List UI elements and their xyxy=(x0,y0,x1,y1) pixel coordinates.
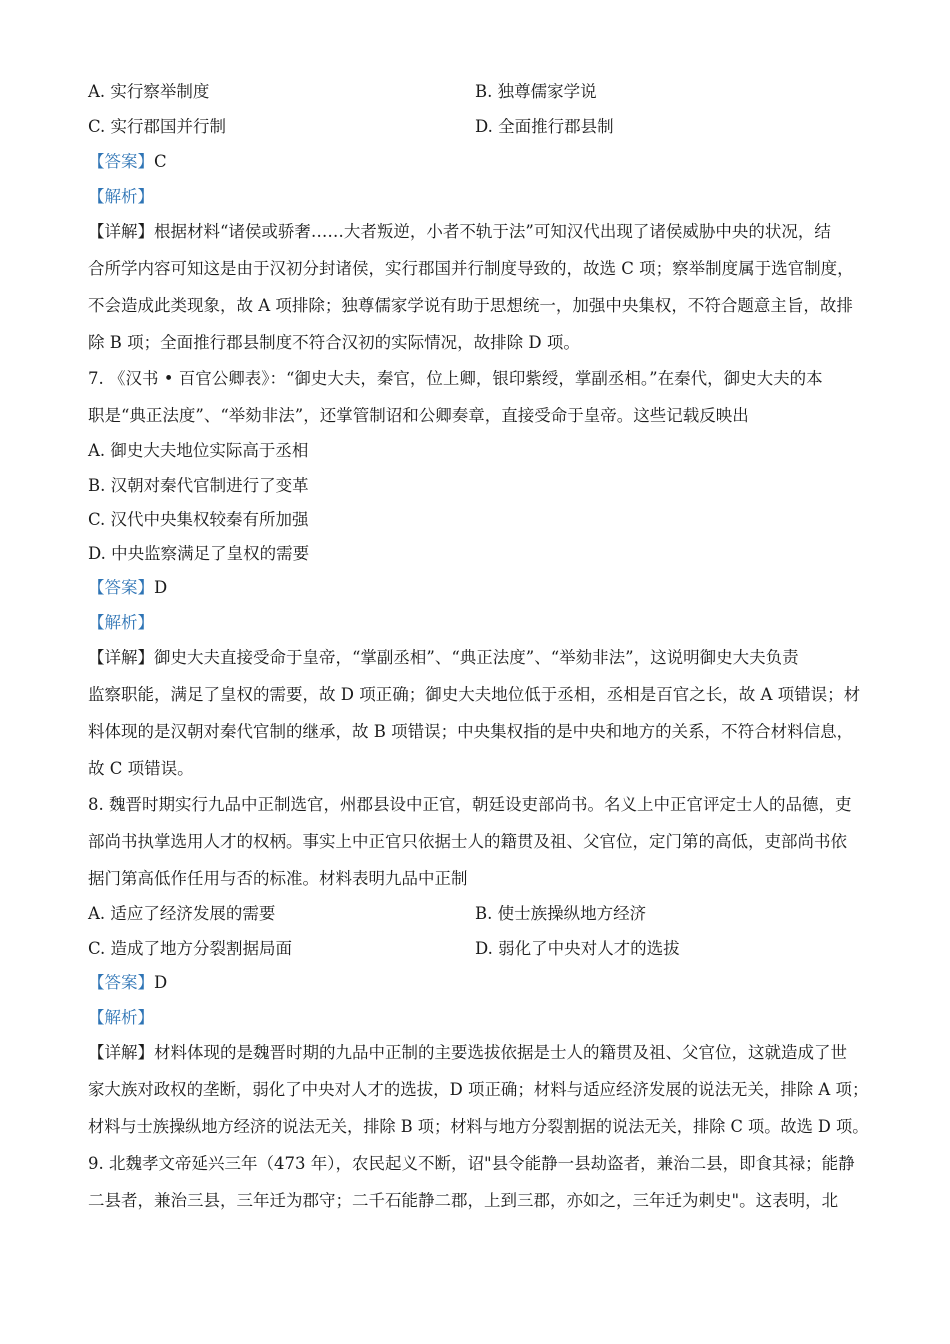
q6-option-d: D. 全面推行郡县制 xyxy=(475,117,614,136)
q6-option-b: B. 独尊儒家学说 xyxy=(475,82,597,101)
detail-text: 材料体现的是魏晋时期的九品中正制的主要选拔依据是士人的籍贯及祖、父官位，这就造成了世 xyxy=(154,1043,847,1062)
q6-detail-line-4: 除 B 项；全面推行郡县制度不符合汉初的实际情况，故排除 D 项。 xyxy=(88,333,580,352)
q6-detail-line-1 xyxy=(88,222,868,242)
q6-option-c: C. 实行郡国并行制 xyxy=(88,117,227,136)
detail-tag: 【详解】 xyxy=(88,1043,154,1062)
analysis-tag: 【解析】 xyxy=(88,613,154,632)
q6-detail-line-3: 不会造成此类现象，故 A 项排除；独尊儒家学说有助于思想统一，加强中央集权，不符合题意主旨，故排 xyxy=(88,296,853,315)
q7-option-c: C. 汉代中央集权较秦有所加强 xyxy=(88,510,309,529)
answer-value: D xyxy=(154,578,168,597)
detail-text: 御史大夫直接受命于皇帝，“掌副丞相”、“典正法度”、“举劾非法”，这说明御史大夫负责 xyxy=(154,648,799,667)
q7-answer xyxy=(88,578,868,598)
q8-stem-line-3: 据门第高低作任用与否的标准。材料表明九品中正制 xyxy=(88,869,468,888)
detail-text: 根据材料“诸侯或骄奢……大者叛逆，小者不轨于法”可知汉代出现了诸侯威胁中央的状况，结 xyxy=(154,222,831,241)
q7-stem-line-1: 7. 《汉书 • 百官公卿表》：“御史大夫，秦官，位上卿，银印紫绶，掌副丞相。”在秦代，御史大夫的本 xyxy=(88,369,823,388)
q7-option-a: A. 御史大夫地位实际高于丞相 xyxy=(88,441,309,460)
q6-analysis xyxy=(88,187,868,207)
q8-detail-line-1 xyxy=(88,1043,868,1063)
q7-detail-line-3: 料体现的是汉朝对秦代官制的继承，故 B 项错误；中央集权指的是中央和地方的关系，不符合材料信息， xyxy=(88,722,854,741)
q7-stem-line-2: 职是“典正法度”、“举劾非法”，还掌管制诏和公卿奏章，直接受命于皇帝。这些记载反映出 xyxy=(88,406,749,425)
q9-stem-line-2: 二县者，兼治三县，三年迁为郡守；二千石能静二郡，上到三郡，亦如之，三年迁为刺史"。这表明，北 xyxy=(88,1191,839,1210)
q6-detail-line-2: 合所学内容可知这是由于汉初分封诸侯，实行郡国并行制度导致的，故选 C 项；察举制度属于选官制度， xyxy=(88,259,854,278)
q8-option-c: C. 造成了地方分裂割据局面 xyxy=(88,939,293,958)
detail-tag: 【详解】 xyxy=(88,648,154,667)
q7-option-b: B. 汉朝对秦代官制进行了变革 xyxy=(88,476,309,495)
q8-detail-line-2: 家大族对政权的垄断，弱化了中央对人才的选拔，D 项正确；材料与适应经济发展的说法无关，排除 A 项； xyxy=(88,1080,869,1099)
answer-tag: 【答案】 xyxy=(88,578,154,597)
q7-detail-line-4: 故 C 项错误。 xyxy=(88,759,194,778)
q8-option-a: A. 适应了经济发展的需要 xyxy=(88,904,276,923)
q6-answer xyxy=(88,152,868,172)
q8-stem-line-1: 8. 魏晋时期实行九品中正制选官，州郡县设中正官，朝廷设吏部尚书。名义上中正官评定士人的品德，吏 xyxy=(88,795,852,814)
q8-option-d: D. 弱化了中央对人才的选拔 xyxy=(475,939,680,958)
q8-answer xyxy=(88,973,868,993)
q6-option-a: A. 实行察举制度 xyxy=(88,82,210,101)
analysis-tag: 【解析】 xyxy=(88,1008,154,1027)
q9-stem-line-1: 9. 北魏孝文帝延兴三年（473 年），农民起义不断，诏"县令能静一县劫盗者，兼治二县，即食其禄；能静 xyxy=(88,1154,855,1173)
answer-value: C xyxy=(154,152,167,171)
q8-detail-line-3: 材料与士族操纵地方经济的说法无关，排除 B 项；材料与地方分裂割据的说法无关，排除 C 项。故选 D 项。 xyxy=(88,1117,869,1136)
q8-stem-line-2: 部尚书执掌选用人才的权柄。事实上中正官只依据士人的籍贯及祖、父官位，定门第的高低，吏部尚书依 xyxy=(88,832,847,851)
analysis-tag: 【解析】 xyxy=(88,187,154,206)
answer-tag: 【答案】 xyxy=(88,973,154,992)
q8-analysis xyxy=(88,1008,868,1028)
q8-option-b: B. 使士族操纵地方经济 xyxy=(475,904,647,923)
q7-detail-line-2: 监察职能，满足了皇权的需要，故 D 项正确；御史大夫地位低于丞相，丞相是百官之长，故 A 项错误；材 xyxy=(88,685,861,704)
answer-value: D xyxy=(154,973,168,992)
answer-tag: 【答案】 xyxy=(88,152,154,171)
q7-analysis xyxy=(88,613,868,633)
detail-tag: 【详解】 xyxy=(88,222,154,241)
q7-option-d: D. 中央监察满足了皇权的需要 xyxy=(88,544,310,563)
q7-detail-line-1 xyxy=(88,648,868,668)
